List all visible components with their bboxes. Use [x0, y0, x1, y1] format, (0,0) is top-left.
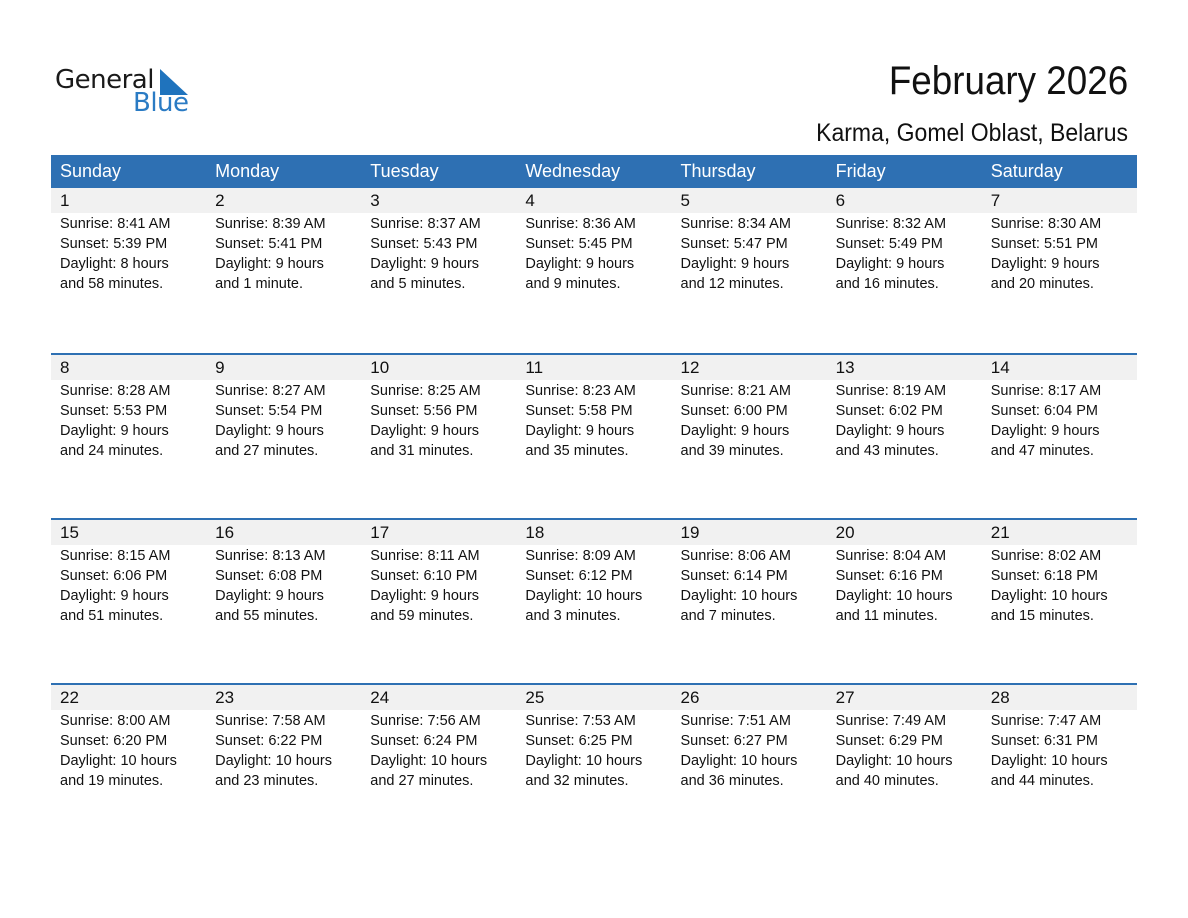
day-number: 8 [60, 358, 70, 377]
daylight-minutes: and 55 minutes. [215, 608, 319, 624]
week-row [51, 188, 1137, 353]
weekday-header-saturday: Saturday [990, 161, 1063, 181]
sunrise-time: Sunrise: 8:09 AM [525, 548, 636, 564]
day-number: 20 [835, 523, 855, 542]
daylight-hours: Daylight: 10 hours [835, 753, 953, 769]
day-cell [672, 545, 827, 626]
sunset-time: Sunset: 5:49 PM [835, 236, 943, 252]
sunrise-time: Sunrise: 7:53 AM [525, 713, 636, 729]
daylight-minutes: and 11 minutes. [835, 608, 938, 624]
daylight-minutes: and 39 minutes. [680, 443, 784, 459]
daylight-minutes: and 3 minutes. [525, 608, 621, 624]
day-number: 11 [525, 358, 544, 377]
daylight-hours: Daylight: 10 hours [60, 753, 177, 769]
day-number: 25 [525, 688, 545, 707]
sunrise-time: Sunrise: 8:04 AM [835, 548, 947, 564]
sunset-time: Sunset: 6:08 PM [215, 568, 323, 584]
day-cell [827, 213, 982, 294]
day-cell [361, 710, 516, 791]
day-cell [672, 710, 827, 791]
logo-text-general: General [55, 65, 154, 95]
sunrise-time: Sunrise: 8:34 AM [680, 216, 791, 232]
day-number: 1 [60, 191, 70, 210]
day-cell [51, 710, 206, 791]
daylight-hours: Daylight: 10 hours [525, 588, 643, 604]
sunrise-time: Sunrise: 7:49 AM [835, 713, 947, 729]
daylight-minutes: and 5 minutes. [370, 276, 466, 292]
daylight-hours: Daylight: 9 hours [370, 588, 480, 604]
daylight-minutes: and 31 minutes. [370, 443, 474, 459]
sunset-time: Sunset: 5:56 PM [370, 403, 478, 419]
date-strip [51, 188, 1137, 213]
daylight-minutes: and 44 minutes. [990, 773, 1094, 789]
sunrise-time: Sunrise: 8:23 AM [525, 383, 636, 399]
sunset-time: Sunset: 6:25 PM [525, 733, 633, 749]
location-subtitle: Karma, Gomel Oblast, Belarus [816, 119, 1128, 147]
calendar-grid [51, 155, 1137, 848]
weekday-header-friday: Friday [835, 161, 886, 181]
calendar-weeks [51, 188, 1137, 848]
sunrise-time: Sunrise: 8:39 AM [215, 216, 326, 232]
weekday-header-wednesday: Wednesday [525, 161, 621, 181]
daylight-minutes: and 7 minutes. [680, 608, 776, 624]
day-cell [982, 545, 1137, 626]
sunset-time: Sunset: 6:12 PM [525, 568, 633, 584]
sunset-time: Sunset: 6:02 PM [835, 403, 943, 419]
daylight-minutes: and 24 minutes. [60, 443, 164, 459]
day-number: 18 [525, 523, 545, 542]
sunrise-time: Sunrise: 7:58 AM [215, 713, 326, 729]
sunrise-time: Sunrise: 8:32 AM [835, 216, 947, 232]
day-number: 16 [215, 523, 235, 542]
sunset-time: Sunset: 6:16 PM [835, 568, 943, 584]
daylight-hours: Daylight: 9 hours [215, 256, 324, 272]
generalblue-logo [55, 64, 195, 120]
date-strip [51, 355, 1137, 380]
daylight-hours: Daylight: 9 hours [525, 256, 635, 272]
daylight-hours: Daylight: 9 hours [835, 256, 945, 272]
day-number: 26 [680, 688, 700, 707]
sunset-time: Sunset: 5:47 PM [680, 236, 788, 252]
daylight-hours: Daylight: 9 hours [215, 423, 324, 439]
day-number: 27 [835, 688, 855, 707]
daylight-hours: Daylight: 10 hours [680, 588, 798, 604]
sunset-time: Sunset: 5:43 PM [370, 236, 478, 252]
day-cell [206, 545, 361, 626]
day-cell [206, 380, 361, 461]
day-cell [516, 213, 671, 294]
daylight-minutes: and 19 minutes. [60, 773, 164, 789]
daylight-hours: Daylight: 9 hours [990, 256, 1100, 272]
day-cell [206, 710, 361, 791]
daylight-hours: Daylight: 9 hours [525, 423, 635, 439]
daylight-minutes: and 23 minutes. [215, 773, 319, 789]
sunset-time: Sunset: 6:27 PM [680, 733, 788, 749]
weekday-header-tuesday: Tuesday [370, 161, 439, 181]
sunrise-time: Sunrise: 8:30 AM [990, 216, 1102, 232]
daylight-minutes: and 32 minutes. [525, 773, 629, 789]
weekday-header-thursday: Thursday [680, 161, 756, 181]
sunrise-time: Sunrise: 8:28 AM [60, 383, 171, 399]
day-cell [51, 380, 206, 461]
sunrise-time: Sunrise: 8:41 AM [60, 216, 171, 232]
day-number: 23 [215, 688, 235, 707]
day-cell [361, 380, 516, 461]
daylight-hours: Daylight: 9 hours [680, 256, 790, 272]
daylight-minutes: and 59 minutes. [370, 608, 474, 624]
day-cell [672, 380, 827, 461]
sunset-time: Sunset: 6:24 PM [370, 733, 478, 749]
date-strip [51, 520, 1137, 545]
daylight-hours: Daylight: 10 hours [835, 588, 953, 604]
day-cell [206, 213, 361, 294]
day-number: 15 [60, 523, 79, 542]
week-row [51, 518, 1137, 683]
daylight-minutes: and 36 minutes. [680, 773, 784, 789]
daylight-hours: Daylight: 10 hours [990, 588, 1108, 604]
daylight-minutes: and 51 minutes. [60, 608, 164, 624]
daylight-hours: Daylight: 9 hours [990, 423, 1100, 439]
day-number: 12 [680, 358, 700, 377]
daylight-minutes: and 1 minute. [215, 276, 303, 292]
daylight-hours: Daylight: 10 hours [680, 753, 798, 769]
sunrise-time: Sunrise: 7:47 AM [990, 713, 1102, 729]
day-number: 14 [990, 358, 1010, 377]
daylight-minutes: and 16 minutes. [835, 276, 939, 292]
day-cell [361, 213, 516, 294]
sunrise-time: Sunrise: 8:36 AM [525, 216, 636, 232]
sunrise-time: Sunrise: 7:56 AM [370, 713, 481, 729]
sunset-time: Sunset: 5:45 PM [525, 236, 633, 252]
sunrise-time: Sunrise: 8:27 AM [215, 383, 326, 399]
sunset-time: Sunset: 6:14 PM [680, 568, 788, 584]
daylight-hours: Daylight: 9 hours [60, 423, 169, 439]
day-number: 6 [835, 191, 846, 210]
sunrise-time: Sunrise: 8:25 AM [370, 383, 481, 399]
weekday-header-sunday: Sunday [60, 161, 122, 181]
day-number: 24 [370, 688, 390, 707]
logo-text-blue: Blue [133, 88, 189, 118]
daylight-hours: Daylight: 9 hours [370, 423, 480, 439]
sunrise-time: Sunrise: 8:17 AM [990, 383, 1102, 399]
day-cell [982, 710, 1137, 791]
sunset-time: Sunset: 5:39 PM [60, 236, 168, 252]
day-cell [827, 545, 982, 626]
weekday-header-row [51, 155, 1137, 188]
daylight-hours: Daylight: 10 hours [525, 753, 643, 769]
day-info-row [51, 380, 1137, 461]
daylight-minutes: and 15 minutes. [990, 608, 1094, 624]
day-info-row [51, 213, 1137, 294]
daylight-hours: Daylight: 9 hours [680, 423, 790, 439]
week-row [51, 353, 1137, 518]
day-number: 13 [835, 358, 855, 377]
sunset-time: Sunset: 6:29 PM [835, 733, 943, 749]
day-cell [982, 380, 1137, 461]
day-number: 3 [370, 191, 380, 210]
day-cell [516, 710, 671, 791]
sunset-time: Sunset: 6:00 PM [680, 403, 788, 419]
sunrise-time: Sunrise: 8:19 AM [835, 383, 947, 399]
weekday-header-monday: Monday [215, 161, 280, 181]
sunset-time: Sunset: 5:54 PM [215, 403, 323, 419]
day-number: 10 [370, 358, 390, 377]
daylight-minutes: and 58 minutes. [60, 276, 164, 292]
sunrise-time: Sunrise: 8:02 AM [990, 548, 1102, 564]
day-number: 2 [215, 191, 225, 210]
day-info-row [51, 710, 1137, 791]
sunset-time: Sunset: 5:58 PM [525, 403, 633, 419]
sunset-time: Sunset: 6:04 PM [990, 403, 1098, 419]
daylight-minutes: and 35 minutes. [525, 443, 629, 459]
daylight-minutes: and 27 minutes. [215, 443, 319, 459]
daylight-hours: Daylight: 10 hours [215, 753, 332, 769]
day-number: 5 [680, 191, 690, 210]
sunrise-time: Sunrise: 8:00 AM [60, 713, 171, 729]
day-cell [827, 380, 982, 461]
week-row [51, 683, 1137, 848]
day-number: 19 [680, 523, 700, 542]
daylight-hours: Daylight: 9 hours [215, 588, 324, 604]
day-number: 9 [215, 358, 225, 377]
daylight-minutes: and 20 minutes. [990, 276, 1094, 292]
day-number: 4 [525, 191, 535, 210]
sunset-time: Sunset: 5:53 PM [60, 403, 168, 419]
day-cell [361, 545, 516, 626]
page-title: February 2026 [888, 59, 1128, 103]
daylight-minutes: and 27 minutes. [370, 773, 474, 789]
daylight-minutes: and 40 minutes. [835, 773, 939, 789]
daylight-hours: Daylight: 9 hours [60, 588, 169, 604]
daylight-hours: Daylight: 9 hours [370, 256, 480, 272]
day-number: 28 [990, 688, 1010, 707]
day-cell [51, 213, 206, 294]
day-number: 21 [990, 523, 1010, 542]
daylight-hours: Daylight: 10 hours [990, 753, 1108, 769]
daylight-hours: Daylight: 10 hours [370, 753, 488, 769]
day-info-row [51, 545, 1137, 626]
sunset-time: Sunset: 5:51 PM [990, 236, 1098, 252]
daylight-hours: Daylight: 9 hours [835, 423, 945, 439]
sunset-time: Sunset: 6:22 PM [215, 733, 323, 749]
daylight-minutes: and 43 minutes. [835, 443, 939, 459]
day-cell [827, 710, 982, 791]
date-strip [51, 685, 1137, 710]
sunset-time: Sunset: 6:10 PM [370, 568, 478, 584]
sunrise-time: Sunrise: 8:21 AM [680, 383, 791, 399]
sunset-time: Sunset: 5:41 PM [215, 236, 323, 252]
day-cell [672, 213, 827, 294]
daylight-minutes: and 12 minutes. [680, 276, 784, 292]
day-cell [982, 213, 1137, 294]
sunrise-time: Sunrise: 8:06 AM [680, 548, 791, 564]
day-number: 7 [990, 191, 1001, 210]
day-number: 22 [60, 688, 79, 707]
sunset-time: Sunset: 6:20 PM [60, 733, 168, 749]
day-cell [516, 545, 671, 626]
sunrise-time: Sunrise: 8:11 AM [370, 548, 480, 564]
day-cell [516, 380, 671, 461]
daylight-minutes: and 47 minutes. [990, 443, 1094, 459]
day-cell [51, 545, 206, 626]
sunset-time: Sunset: 6:06 PM [60, 568, 168, 584]
day-number: 17 [370, 523, 390, 542]
daylight-minutes: and 9 minutes. [525, 276, 621, 292]
sunrise-time: Sunrise: 8:13 AM [215, 548, 326, 564]
sunset-time: Sunset: 6:31 PM [990, 733, 1098, 749]
sunrise-time: Sunrise: 7:51 AM [680, 713, 791, 729]
daylight-hours: Daylight: 8 hours [60, 256, 169, 272]
sunset-time: Sunset: 6:18 PM [990, 568, 1098, 584]
sunrise-time: Sunrise: 8:37 AM [370, 216, 481, 232]
sunrise-time: Sunrise: 8:15 AM [60, 548, 171, 564]
